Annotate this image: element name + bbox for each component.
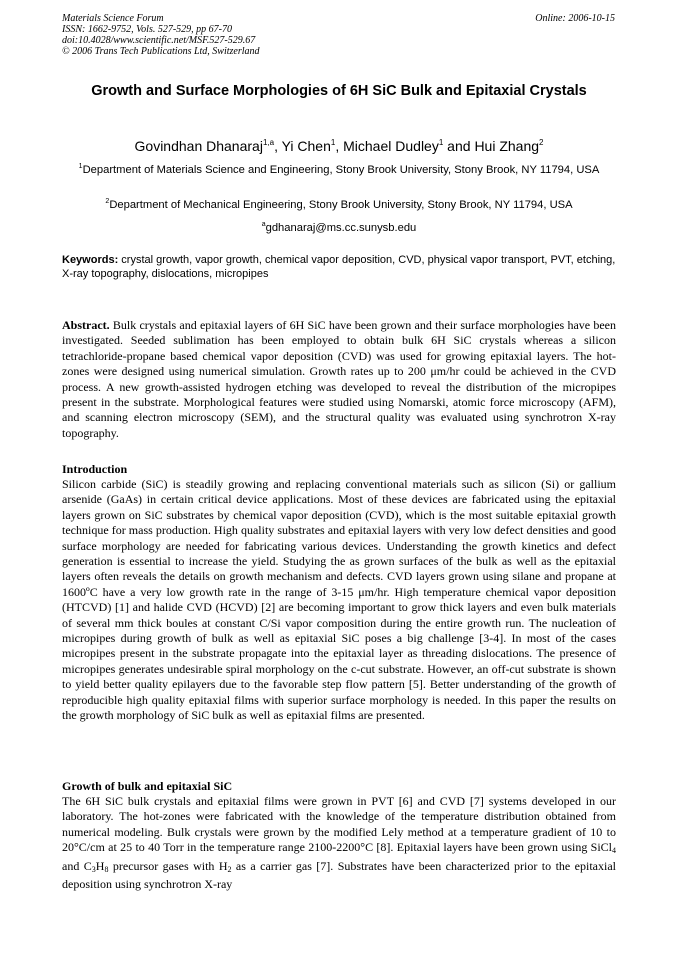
author-superscript: 1,a: [262, 138, 275, 147]
keywords-text: crystal growth, vapor growth, chemical vapor deposition, CVD, physical vapor transport, PVT, etching, X-ray topography, dislocations, micropipes: [62, 254, 616, 280]
abstract: [62, 318, 616, 441]
subscript: 2: [227, 864, 232, 874]
author-name: Michael Dudley: [343, 138, 439, 154]
journal-header: [62, 13, 260, 57]
affiliation-superscript: 2: [105, 198, 110, 205]
author-name: Hui Zhang: [474, 138, 540, 154]
growth-text: as a carrier gas [7]. Substrates have been characterized prior to the epitaxial deposition using synchrotron X-ray: [62, 858, 616, 892]
subscript: 8: [104, 864, 109, 874]
growth-text: and C: [62, 858, 92, 873]
author-superscript: 2: [539, 138, 544, 147]
author-list: [62, 134, 616, 155]
affiliation-superscript: 1: [78, 163, 83, 170]
doi: doi:10.4028/www.scientific.net/MSF.527-529.67: [62, 35, 256, 46]
keywords-label: Keywords:: [62, 254, 119, 266]
paper-title: Growth and Surface Morphologies of 6H SiC Bulk and Epitaxial Crystals: [91, 83, 587, 99]
abstract-label: Abstract.: [62, 318, 110, 332]
author-separator: and: [443, 138, 475, 154]
affiliation-text: Department of Mechanical Engineering, Stony Brook University, Stony Brook, NY 11794, USA: [109, 199, 573, 211]
author-name: Yi Chen: [281, 138, 331, 154]
issn: ISSN: 1662-9752, Vols. 527-529, pp 67-70: [62, 24, 232, 35]
email-superscript: a: [261, 221, 266, 228]
author-superscript: 1: [330, 138, 336, 147]
growth-text: precursor gases with H: [108, 858, 228, 873]
growth-text: H: [95, 858, 105, 873]
author-separator: ,: [335, 138, 344, 154]
keywords: [62, 253, 616, 281]
section-heading-introduction: Introduction: [62, 462, 128, 476]
online-date: Online: 2006-10-15: [535, 13, 615, 24]
copyright: © 2006 Trans Tech Publications Ltd, Switzerland: [62, 46, 260, 57]
subscript: 4: [612, 846, 616, 856]
introduction-body: Silicon carbide (SiC) is steadily growing and replacing conventional materials such as silicon (Si) or gallium arsenide (GaAs) in certain critical device applications. Most of these devices are fabricated using the epitaxial layers grown on SiC substrates by chemical vapor deposition (CVD), which is the most suitable epitaxial growth technique for mass production. High quality substrates and epitaxial layers with very low defect densities and good surface morphology are needed for fabricating various devices. Understanding the growth kinetics and defect generation is essential to increase the yield. Studying the as grown surfaces of the bulk as well as the epitaxial layers often reveals the details on growth mechanism and defects. CVD layers grown using silane and propane at 1600ºC have a very low growth rate in the range of 3-15 μm/hr. High temperature chemical vapor deposition (HTCVD) [1] and halide CVD (HCVD) [2] are becoming important to grow thick layers and even bulk materials of several mm thick boules at constant C/Si vapor composition during the entire growth run. The nucleation of micropipes during growth of bulk as well as epitaxial SiC poses a big challenge [3-4]. In most of the cases micropipes present in the substrate propagate into the epitaxial layer as threading dislocations. The presence of micropipes generates undesirable spiral morphology on the c-cut substrate. However, an off-cut substrate is shown to yield better quality epilayers due to the favorable step flow pattern [5]. Better understanding of the growth of reproducible high quality epitaxial films with superior surface morphology is needed. In this paper the results on the growth morphology of SiC bulk as well as epitaxial films are presented.: [62, 477, 616, 723]
abstract-text: Bulk crystals and epitaxial layers of 6H SiC have been grown and their surface morphologies have been investigated. Seeded sublimation has been employed to obtain bulk 6H SiC crystals whereas a silicon tetrachloride-propane based chemical vapor deposition (CVD) was used for growing epitaxial layers. The hot-zones were designed using numerical simulation. Growth rates up to 200 μm/hr could be achieved in the CVD process. A new growth-assisted hydrogen etching was developed to reveal the distribution of the micropipes present in the substrate. Morphological features were studied using Nomarski, atomic force microscopy (AFM), and scanning electron microscopy (SEM), and the structural quality was evaluated using synchrotron X-ray topography.: [62, 318, 616, 440]
growth-body: [62, 794, 616, 892]
author-superscript: 1: [438, 138, 444, 147]
growth-text: The 6H SiC bulk crystals and epitaxial films were grown in PVT [6] and CVD [7] systems developed in our laboratory. The hot-zones were fabricated with the knowledge of the temperature distribution obtained from numerical modeling. Bulk crystals were grown by the modified Lely method at a temperature gradient of 10 to 20°C/cm at 25 to 40 Torr in the temperature range 2100-2200°C [8]. Epitaxial layers have been grown using SiCl: [62, 794, 616, 855]
section-heading-growth: Growth of bulk and epitaxial SiC: [62, 779, 233, 793]
author-separator: ,: [274, 138, 282, 154]
subscript: 3: [91, 864, 96, 874]
journal-name: Materials Science Forum: [62, 13, 164, 24]
affiliation-text: Department of Materials Science and Engineering, Stony Brook University, Stony Brook, NY 11794, USA: [82, 164, 600, 176]
affiliation-2: [62, 195, 616, 212]
affiliation-1: [62, 160, 616, 177]
author-name: Govindhan Dhanaraj: [134, 138, 263, 154]
contact-email: [62, 218, 616, 235]
email-text: gdhanaraj@ms.cc.sunysb.edu: [265, 222, 417, 234]
